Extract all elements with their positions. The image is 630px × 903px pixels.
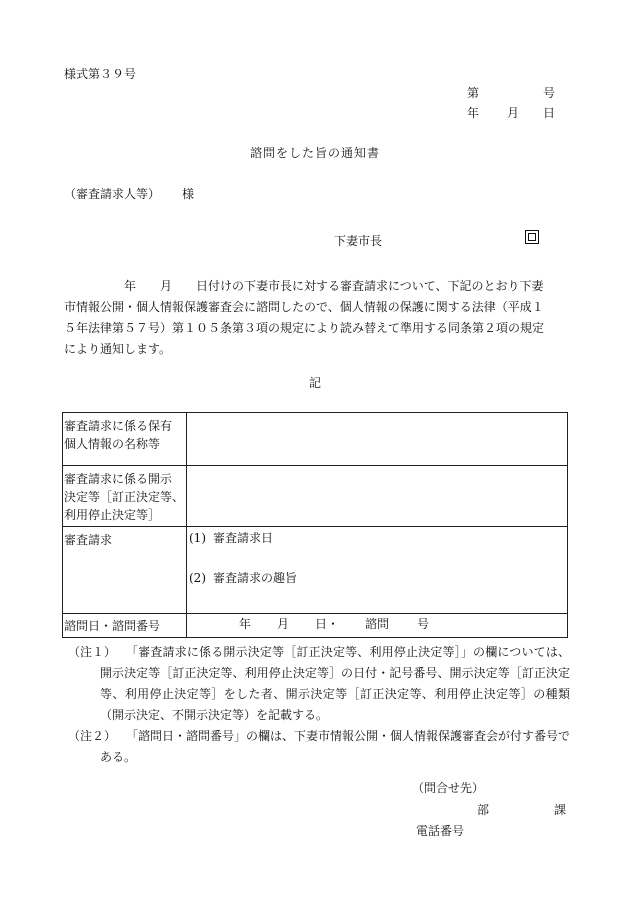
doc-number-prefix: 第 [467, 86, 480, 100]
hearing-label: 諮問 [365, 617, 390, 631]
addressee-honorific: 様 [182, 187, 195, 201]
label-line: 審査請求に係る保有 [64, 419, 173, 433]
addressee [64, 188, 194, 200]
review-request-value [187, 527, 568, 614]
row-label-personal-info [63, 413, 187, 466]
ki-heading: 記 [308, 376, 321, 390]
record-table [62, 412, 568, 638]
note-text: 「審査請求に係る開示決定等［訂正決定等、利用停止決定等］」の欄については、開示決定等［訂正決定等、利用停止決定等］の日付・記号番号、開示決定等［訂正決定等、利用停止決定等］をした者、開示決定等［訂正決定等、利用停止決定等］の種類（開示決定、不開示決定等）を記載する。 [100, 645, 570, 722]
note-tag: （注２） [68, 729, 117, 743]
notice-body [64, 276, 570, 360]
review-request-purpose-item [189, 572, 297, 584]
label-line: 審査請求 [64, 533, 113, 547]
item-number: (1) [189, 531, 206, 545]
body-line: ５年法律第５７号）第１０５条第３項の規定により読み替えて準用する同条第２項の規定 [64, 321, 545, 335]
body-line: により通知します。 [64, 342, 172, 356]
item-text: 審査請求日 [213, 531, 274, 545]
row-label-review-request [63, 527, 187, 614]
item-number: (2) [189, 571, 206, 585]
hearing-day-label: 日・ [315, 617, 340, 631]
table-row [63, 614, 568, 638]
date-year-label: 年 [467, 106, 480, 120]
note-text: 「諮問日・諮問番号」の欄は、下妻市情報公開・個人情報保護審査会が付す番号である。 [100, 729, 571, 764]
notes [68, 642, 570, 768]
label-line: 審査請求に係る開示 [64, 472, 173, 486]
review-request-date-item [189, 532, 273, 544]
note-tag: （注１） [68, 645, 117, 659]
addressee-name: （審査請求人等） [64, 187, 161, 201]
label-line: 決定等［訂正決定等、 [64, 490, 185, 504]
document-title: 諮問をした旨の通知書 [249, 146, 380, 160]
note-2 [68, 726, 570, 768]
note-1 [68, 642, 570, 726]
doc-number-suffix: 号 [543, 86, 556, 100]
issuer-name: 下妻市長 [334, 234, 383, 248]
table-row [63, 413, 568, 466]
contact-heading: （問合せ先） [412, 781, 485, 795]
form-number: 様式第３９号 [64, 67, 137, 81]
hearing-date-value [187, 614, 568, 638]
table-row [63, 527, 568, 614]
seal-icon [525, 230, 539, 244]
contact-section-label: 課 [554, 803, 567, 817]
date-month-label: 月 [507, 106, 520, 120]
hearing-number-label: 号 [417, 617, 430, 631]
label-line: 個人情報の名称等 [64, 437, 161, 451]
contact-department-label: 部 [477, 803, 490, 817]
row-label-hearing-date [63, 614, 187, 638]
date-day-label: 日 [543, 106, 556, 120]
body-line: 年 月 日付けの下妻市長に対する審査請求について、下記のとおり下妻 [64, 279, 544, 293]
body-line: 市情報公開・個人情報保護審査会に諮問したので、個人情報の保護に関する法律（平成１ [64, 300, 544, 314]
row-label-disclosure-decision [63, 466, 187, 527]
contact-phone-label: 電話番号 [416, 824, 465, 838]
table-row [63, 466, 568, 527]
hearing-year-label: 年 [239, 617, 252, 631]
personal-info-value [187, 413, 568, 466]
hearing-month-label: 月 [277, 617, 290, 631]
label-line: 諮問日・諮問番号 [64, 619, 161, 633]
disclosure-decision-value [187, 466, 568, 527]
label-line: 利用停止決定等］ [64, 508, 161, 522]
item-text: 審査請求の趣旨 [213, 571, 298, 585]
